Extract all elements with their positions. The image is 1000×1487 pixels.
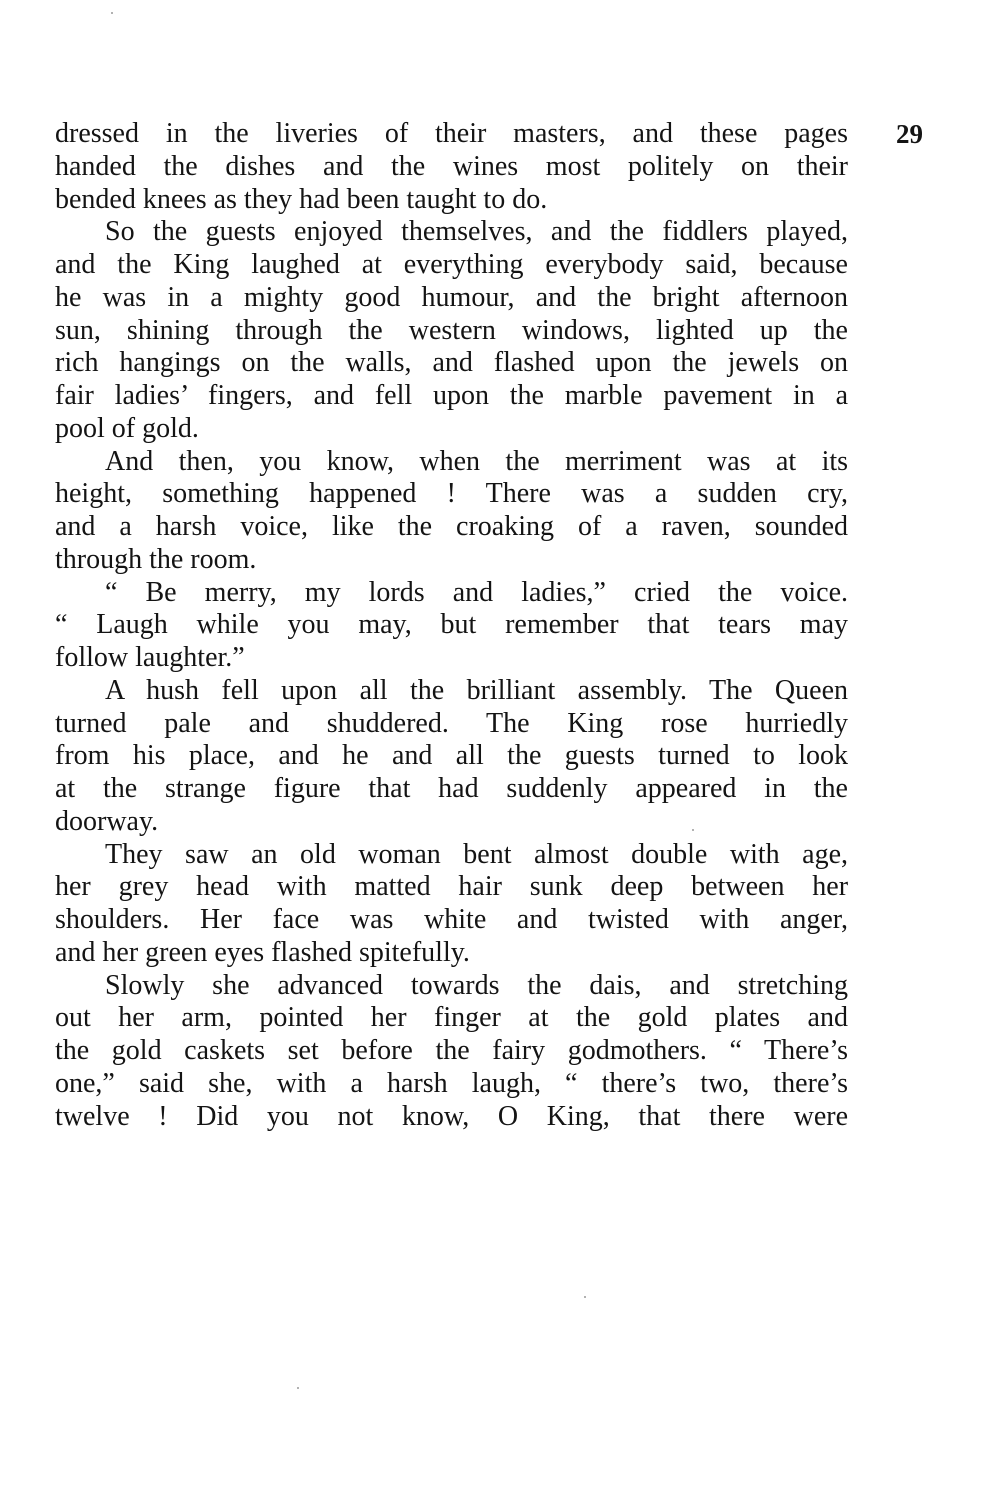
text-line: fair ladies’ fingers, and fell upon the marble pavement in a <box>55 380 848 411</box>
text-line: pool of gold. <box>55 412 199 444</box>
text-line: follow laughter.” <box>55 642 245 673</box>
paragraph-2 <box>55 216 848 445</box>
text-line: handed the dishes and the wines most politely on their <box>55 150 848 182</box>
text-line: And then, you know, when the merriment was at its <box>105 445 848 477</box>
scan-speck <box>692 829 694 831</box>
text-line: Slowly she advanced towards the dais, and stretching <box>105 969 848 1001</box>
page-number: 29 <box>896 119 923 149</box>
text-line: They saw an old woman bent almost double with age, <box>105 838 848 870</box>
text-line: A hush fell upon all the brilliant assembly. The Queen <box>105 674 848 706</box>
text-line: through the room. <box>55 543 257 575</box>
text-line: rich hangings on the walls, and flashed upon the jewels on <box>55 347 848 379</box>
text-line: sun, shining through the western windows, lighted up the <box>55 314 848 346</box>
text-line: out her arm, pointed her finger at the gold plates and <box>55 1002 848 1034</box>
text-line: “ Be merry, my lords and ladies,” cried the voice. <box>105 576 848 608</box>
text-line: from his place, and he and all the guests turned to look <box>55 740 848 772</box>
paragraph-1 <box>55 118 848 216</box>
scan-speck <box>584 1296 586 1298</box>
text-line: twelve ! Did you not know, O King, that there were <box>55 1100 848 1132</box>
paragraph-5 <box>55 675 848 839</box>
text-line: shoulders. Her face was white and twisted with anger, <box>55 904 848 935</box>
text-line: one,” said she, with a harsh laugh, “ there’s two, there’s <box>55 1067 848 1099</box>
body-text <box>55 118 848 1133</box>
text-line: doorway. <box>55 805 159 837</box>
paragraph-3 <box>55 446 848 577</box>
text-line: height, something happened ! There was a sudden cry, <box>55 478 848 510</box>
text-line: dressed in the liveries of their masters, and these pages <box>55 118 848 149</box>
text-line: turned pale and shuddered. The King rose hurriedly <box>55 707 848 739</box>
paragraph-6 <box>55 839 848 970</box>
text-line: bended knees as they had been taught to do. <box>55 183 548 215</box>
text-line: the gold caskets set before the fairy godmothers. “ There’s <box>55 1035 848 1066</box>
text-line: “ Laugh while you may, but remember that tears may <box>55 609 848 641</box>
text-line: and her green eyes flashed spitefully. <box>55 936 470 968</box>
text-line: he was in a mighty good humour, and the bright afternoon <box>55 281 848 313</box>
text-line: and a harsh voice, like the croaking of a raven, sounded <box>55 511 848 542</box>
text-line: and the King laughed at everything everybody said, because <box>55 249 848 280</box>
paragraph-4 <box>55 577 848 675</box>
scan-speck <box>297 1387 299 1389</box>
text-line: at the strange figure that had suddenly appeared in the <box>55 773 848 804</box>
text-line: her grey head with matted hair sunk deep between her <box>55 871 848 903</box>
scan-speck <box>111 12 113 14</box>
text-line: So the guests enjoyed themselves, and the fiddlers played, <box>105 216 848 248</box>
paragraph-7 <box>55 970 848 1134</box>
